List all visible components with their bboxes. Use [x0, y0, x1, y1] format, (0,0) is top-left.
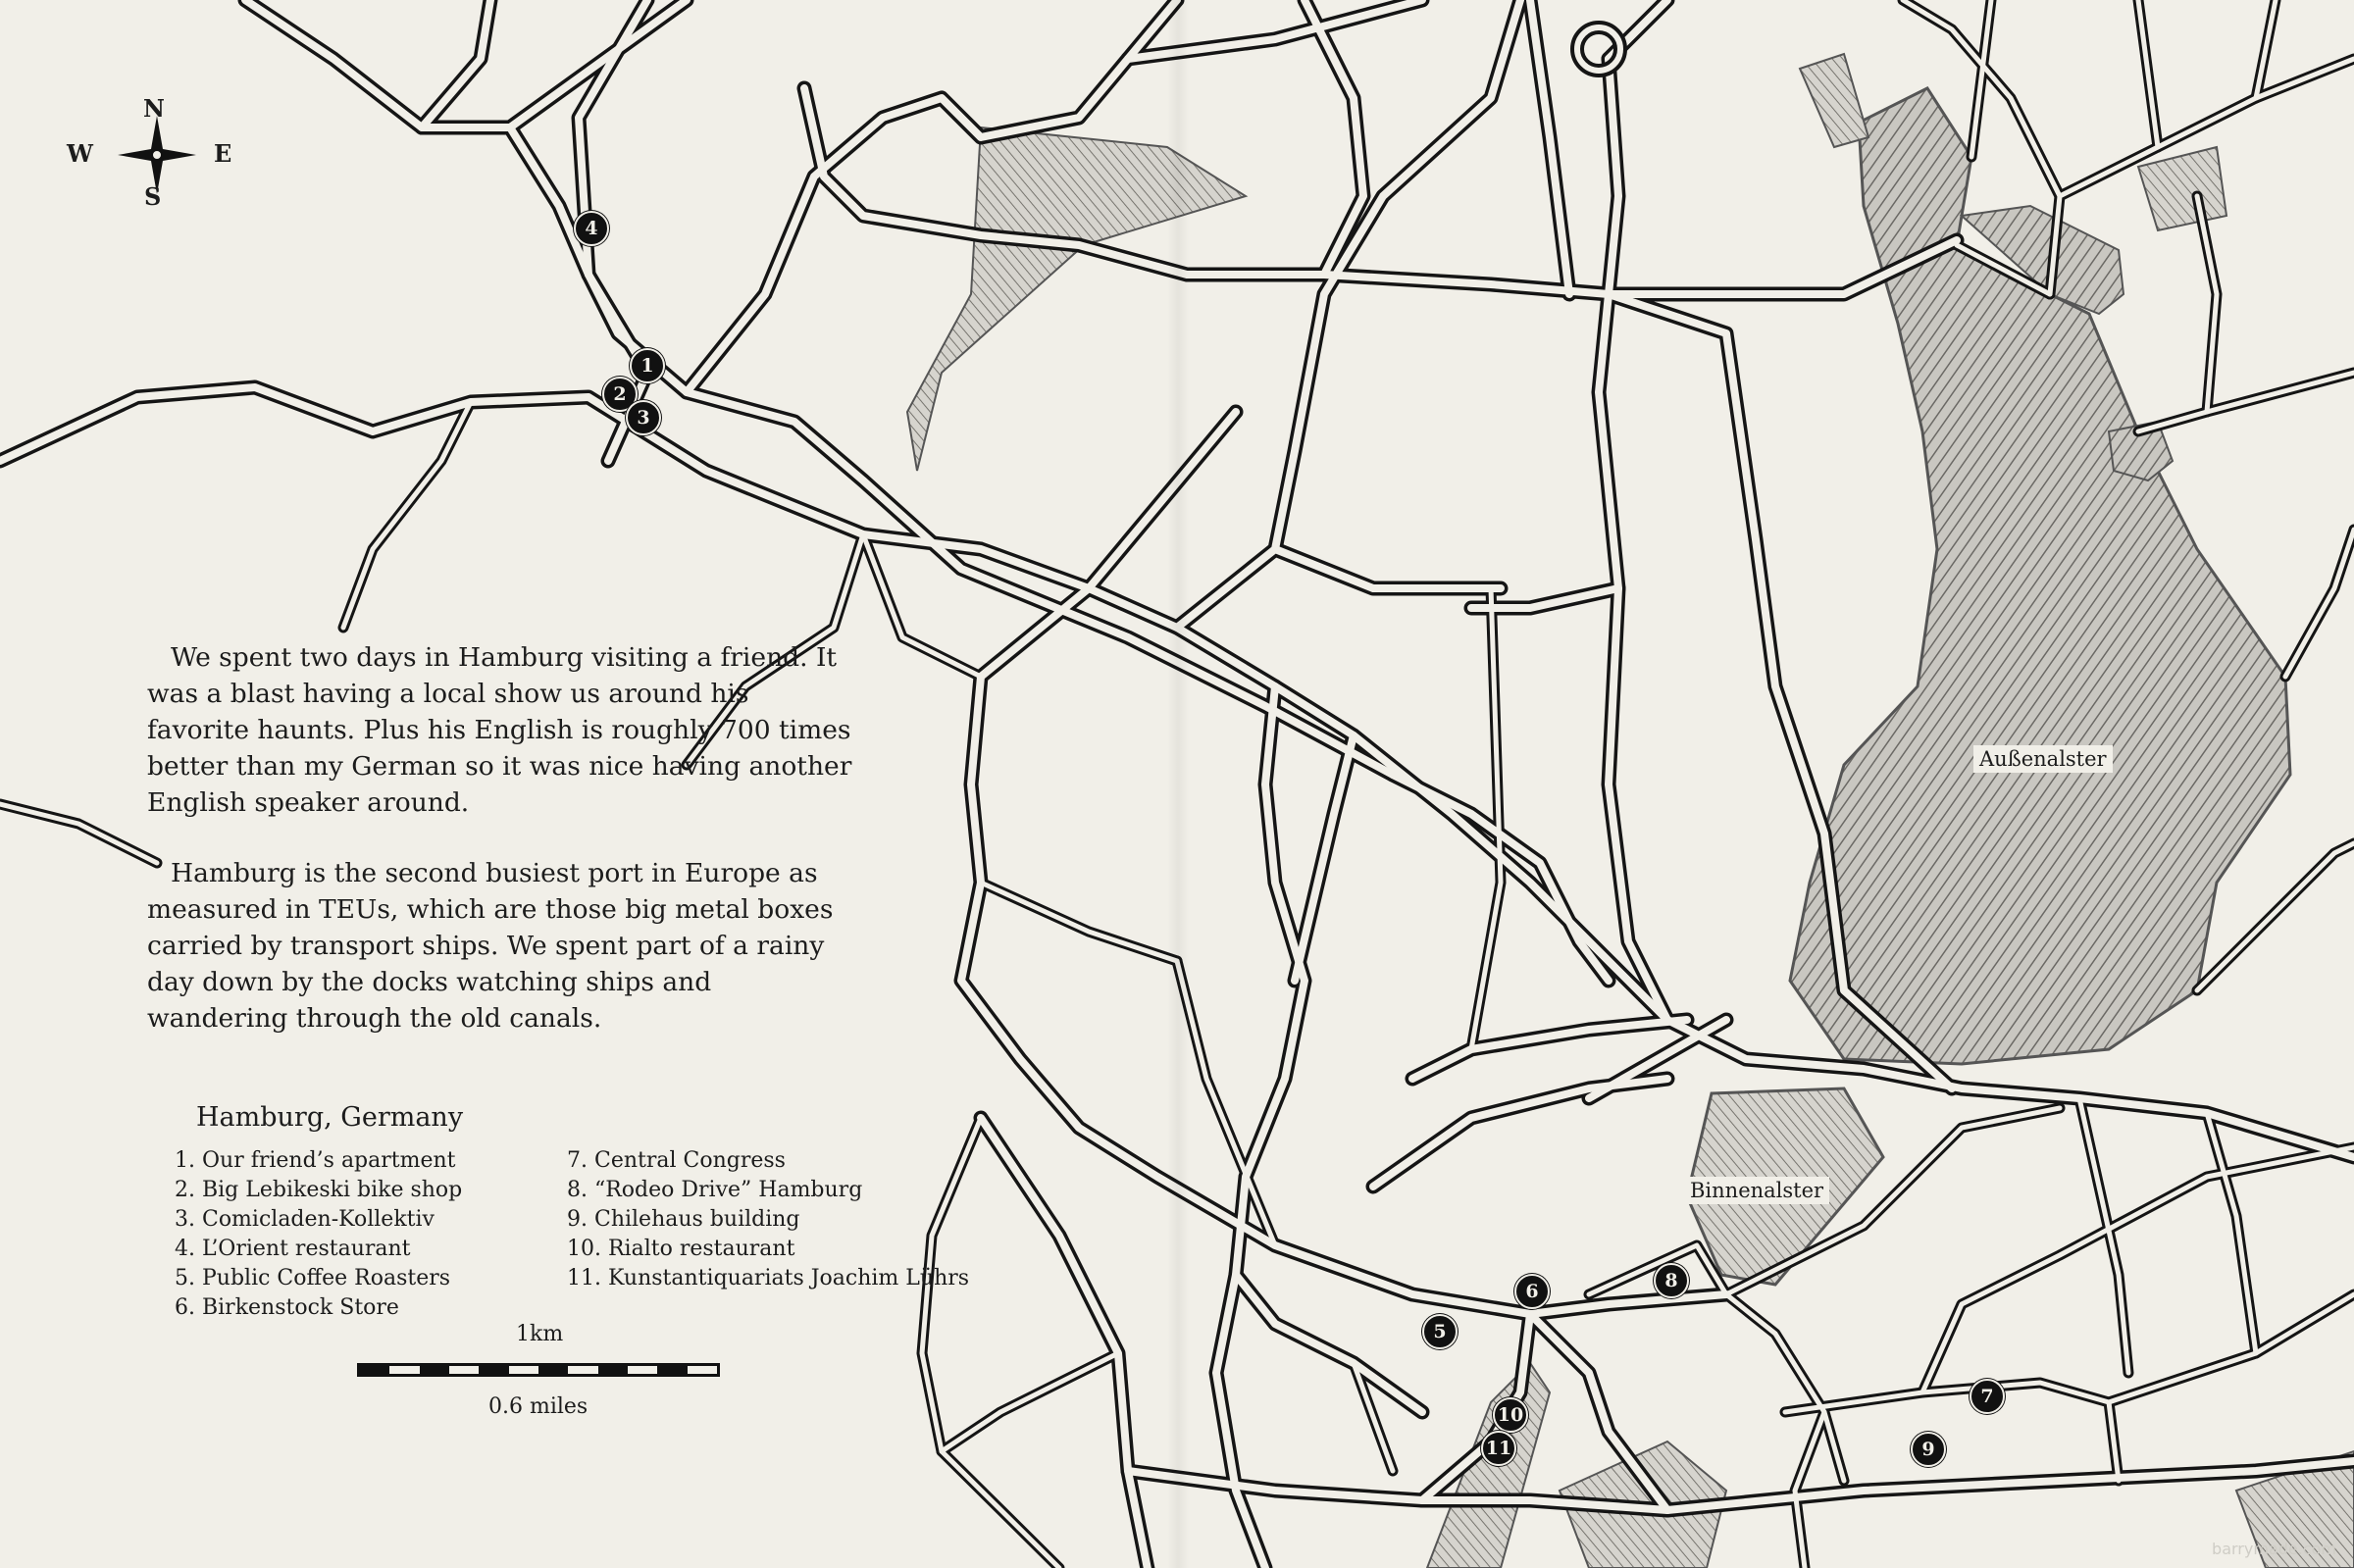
street-fill: [1530, 0, 1569, 294]
legend-item: 5. Public Coffee Roasters: [175, 1266, 451, 1290]
street-fill: [510, 0, 687, 127]
street: [1922, 1147, 2354, 1392]
intro-paragraph: [147, 639, 853, 821]
marker-7[interactable]: 7: [1970, 1379, 2005, 1414]
canal-diagonal: [907, 127, 1246, 471]
watermark: barrymade.com: [2212, 1540, 2336, 1558]
legend-title: Hamburg, Germany: [196, 1102, 464, 1133]
marker-8[interactable]: 8: [1654, 1263, 1689, 1298]
legend-item: 8. “Rodeo Drive” Hamburg: [567, 1178, 863, 1202]
aussenalster-label: Außenalster: [1973, 745, 2113, 773]
scale-bar: [357, 1363, 720, 1377]
marker-4[interactable]: 4: [574, 211, 609, 246]
street-fill: [1726, 1294, 1844, 1481]
legend-item: 3. Comicladen-Kollektiv: [175, 1207, 435, 1232]
street: [2109, 1294, 2354, 1402]
street-fill: [1922, 1147, 2354, 1392]
legend-item: 1. Our friend’s apartment: [175, 1148, 456, 1173]
marker-1[interactable]: 1: [630, 348, 665, 383]
canal-north: [1800, 54, 1868, 147]
paragraph-1: We spent two days in Hamburg visiting a friend. It was a blast having a local show us around his favorite haunts. Plus his English is roughly 700 times better than my German so it was nice having another English speaker around.: [147, 642, 852, 818]
street-fill: [2138, 373, 2354, 431]
port-paragraph: [147, 855, 853, 1037]
street: [1373, 1079, 1667, 1187]
legend-item: 10. Rialto restaurant: [567, 1237, 795, 1261]
page-fold: [1167, 0, 1189, 1568]
legend-column-right: [567, 1146, 969, 1293]
street: [1275, 549, 1501, 588]
street: [863, 534, 981, 677]
legend-item: 11. Kunstantiquariats Joachim Lührs: [567, 1266, 970, 1290]
street-fill: [2138, 0, 2158, 147]
street-fill: [1373, 1079, 1667, 1187]
canal-south-west: [1427, 1363, 1550, 1568]
compass-south: S: [144, 182, 162, 211]
legend-item: 2. Big Lebikeski bike shop: [175, 1178, 463, 1202]
street-fill: [863, 534, 981, 677]
legend-item: 4. L’Orient restaurant: [175, 1237, 411, 1261]
canal-east: [2138, 147, 2226, 230]
marker-2[interactable]: 2: [602, 377, 638, 412]
street: [1726, 1294, 1844, 1481]
marker-10[interactable]: 10: [1493, 1397, 1528, 1433]
street: [1599, 59, 1667, 1020]
street-fill: [343, 402, 471, 628]
legend-item: 7. Central Congress: [567, 1148, 786, 1173]
marker-3[interactable]: 3: [626, 400, 661, 435]
marker-5[interactable]: 5: [1422, 1314, 1458, 1349]
street-fill: [981, 1118, 1148, 1568]
legend-column-left: [175, 1146, 462, 1323]
street: [0, 804, 157, 863]
marker-9[interactable]: 9: [1911, 1432, 1946, 1467]
legend-item: 9. Chilehaus building: [567, 1207, 800, 1232]
paragraph-2: Hamburg is the second busiest port in Europe as measured in TEUs, which are those big metal boxes carried by transport ships. We spent part of a rainy day down by the docks watching ships and wandering through the old canals.: [147, 858, 834, 1034]
marker-6[interactable]: 6: [1514, 1274, 1550, 1309]
marker-11[interactable]: 11: [1481, 1431, 1516, 1466]
street-fill: [2256, 0, 2276, 98]
scale-metric-label: 1km: [516, 1322, 564, 1346]
street: [981, 1118, 1148, 1568]
compass-west: W: [67, 139, 93, 168]
compass-north: N: [143, 94, 165, 123]
binnenalster-label: Binnenalster: [1684, 1177, 1829, 1204]
legend-item: 6. Birkenstock Store: [175, 1295, 399, 1320]
scale-imperial-label: 0.6 miles: [488, 1394, 588, 1419]
street-fill: [1295, 735, 1354, 981]
compass-east: E: [214, 139, 232, 168]
